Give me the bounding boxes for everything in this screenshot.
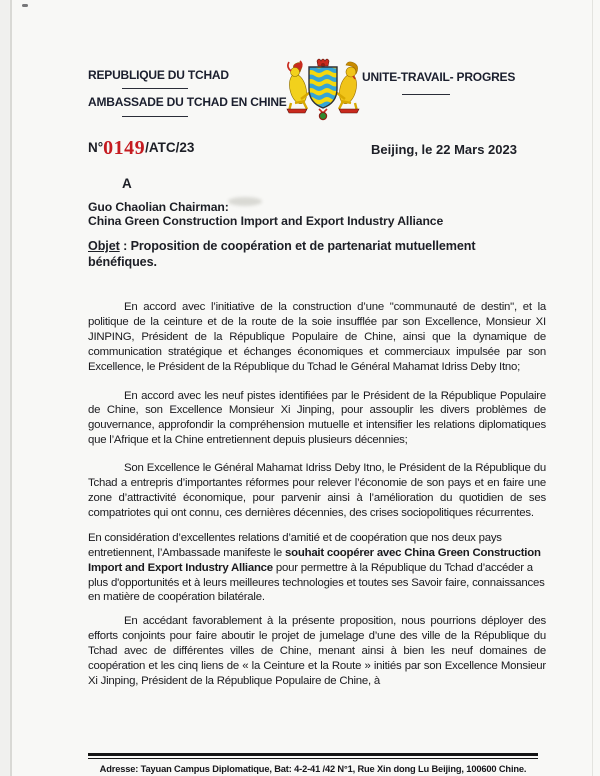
divider [122,88,188,89]
reference-prefix: N° [88,140,104,155]
paragraph-2: En accord avec les neuf pistes identifiées par le Président de la République Populaire de Chine, son Excellence Monsieur Xi Jinping, pour assouplir les divers problèmes de gouvernance, approfondir la compréhension mutuelle et intensifier les relations diplomatiques que l’Afrique et la Chine entretiennent depuis plusieurs décennies; [88,389,546,447]
subject-line [88,239,546,270]
reference-number: 0149 [103,137,146,159]
scan-edge-left [10,0,12,776]
subject-text: : Proposition de coopération et de partenariat mutuellement bénéfiques. [88,239,476,269]
chad-coat-of-arms-icon [281,57,365,123]
reference-line [88,137,194,160]
lion-supporter [337,62,360,113]
paragraph-4-bold-partner: souhait coopérer avec China Green Construction Import and Export Industry Alliance [88,546,541,574]
subject-label: Objet [88,239,120,253]
republic-title: REPUBLIQUE DU TCHAD [88,68,229,82]
motto: UNITE-TRAVAIL- PROGRES [362,70,516,84]
letter-body [88,300,546,689]
reference-suffix: /ATC/23 [145,140,195,155]
dateline: Beijing, le 22 Mars 2023 [371,142,517,157]
paragraph-4-lead: En considération d’excellentes relations d’amitié et de coopération que nos deux pays entretiennent, l’Ambassade manifeste le [88,531,502,559]
addressee-block [88,201,443,228]
goat-supporter [287,61,310,113]
scan-edge-right [592,0,593,776]
letterhead-left [88,68,288,117]
addressee-organization: China Green Construction Import and Export Industry Alliance [88,213,444,228]
embassy-title: AMBASSADE DU TCHAD EN CHINE [88,95,287,109]
addressee-name: Guo Chaolian Chairman: [88,200,229,214]
divider [122,116,188,117]
scan-speck [22,4,28,7]
divider [402,94,450,95]
footer-address: Adresse: Tayuan Campus Diplomatique, Bat: 4-2-41 /42 N°1, Rue Xin dong Lu Beijing, 100600 Chine. [99,764,527,774]
paragraph-4 [88,531,546,606]
letterhead-right [362,70,562,101]
paragraph-3: Son Excellence le Général Mahamat Idriss Deby Itno, le Président de la République du Tchad a entrepris d’importantes réformes pour relever l’économie de son pays et en faire une zone d’attractivité économique, pour parvenir ainsi à l’amélioration du quotidien de ses compatriotes qui ont connu, ces dernières décennies, des crises sociopolitiques récurrentes. [88,462,546,519]
addressee-salutation: A [122,176,132,191]
paragraph-5: En accédant favorablement à la présente proposition, nous pourrions déployer des efforts conjoints pour faire aboutir le projet de jumelage d’une des ville de la République du Tchad avec de différentes villes de Chine, menant ainsi à bien les neuf domaines de coopération et les cinq liens de « la Ceinture et la Route » initiés par son Excellence Monsieur Xi Jinping, Président de la République Populaire de Chine, à [88,615,546,687]
paragraph-4-tail: pour permettre à la République du Tchad d’accéder a plus d'opportunités et à leurs meilleures technologies et toutes ses Savoir faire, connaissances en matière de coopération bilatérale. [88,561,545,604]
paragraph-1: En accord avec l’initiative de la construction d’une "communauté de destin", et la politique de la ceinture et de la route de la soie insufflée par son Excellence, Monsieur XI JINPING, Président de la République Populaire de Chine, ainsi que la dynamique de communication stratégique et échanges économiques et commerciaux impulsée par son Excellence, le Président de la République du Tchad le Général Mahamat Idriss Deby Itno; [88,301,546,373]
footer-rule [88,753,538,759]
